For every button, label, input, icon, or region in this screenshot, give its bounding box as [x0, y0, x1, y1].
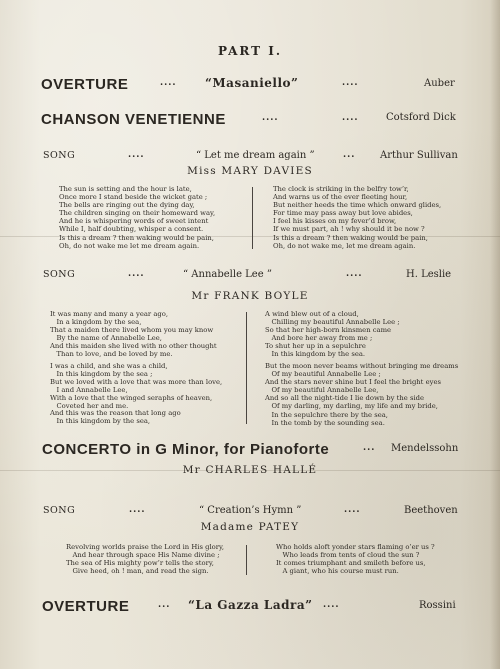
item-composer: Rossini	[419, 600, 456, 611]
item-composer: Arthur Sullivan	[380, 150, 458, 161]
lyrics-left: Revolving worlds praise the Lord in His glory, And hear through space His Name divine ; The sea of His mighty pow’r tells the story, Give heed, oh ! man, and read the sign.	[66, 543, 225, 576]
page-edge-shadow	[490, 0, 500, 669]
leader-dots: ....	[128, 269, 145, 279]
column-divider	[246, 545, 247, 575]
leader-dots: ....	[128, 150, 145, 160]
performer: Miss MARY DAVIES	[187, 165, 313, 177]
leader-dots: ....	[323, 600, 340, 610]
lyrics-right: A wind blew out of a cloud, Chilling my beautiful Annabelle Lee ; So that her high-born kinsmen came And bore her away from me ; To shut her up in a sepulchre In this kingdom by the sea.	[265, 310, 400, 359]
item-title: “La Gazza Ladra”	[188, 598, 313, 612]
item-composer: Beethoven	[404, 505, 458, 516]
item-kind: OVERTURE	[41, 76, 129, 93]
leader-dots: ....	[129, 505, 146, 515]
item-composer: Cotsford Dick	[386, 112, 456, 123]
performer: Madame PATEY	[200, 521, 300, 533]
leader-dots: ....	[344, 505, 361, 515]
item-kind: SONG	[43, 269, 76, 280]
item-kind: CHANSON VENETIENNE	[41, 111, 226, 128]
part-title: PART I.	[217, 44, 283, 58]
item-kind: OVERTURE	[42, 598, 130, 615]
item-composer: H. Leslie	[406, 269, 452, 280]
lyrics-right: The clock is striking in the belfry tow’r, And warns us of the ever fleeting hour, But neither heeds the time which onward glides, For time may pass away but love abides, I feel his kisses on my fever’d brow, If we must part, ah ! why should it be now ? Is this a dream ? then waking would be pain, Oh, do not wake me, let me dream again.	[273, 185, 442, 250]
item-kind: CONCERTO in G Minor, for Pianoforte	[42, 441, 330, 458]
leader-dots: ....	[342, 78, 359, 88]
leader-dots: ....	[346, 269, 363, 279]
item-title: “ Annabelle Lee ”	[183, 269, 272, 280]
lyrics-right: But the moon never beams without bringing me dreams Of my beautiful Annabelle Lee ; And the stars never shine but I feel the bright eyes Of my beautiful Annabelle Lee, And so all the night-tide I lie down by the side Of my darling, my darling, my life and my bride, In the sepulchre there by the sea, In the tomb by the sounding sea.	[265, 362, 459, 427]
leader-dots: ...	[343, 150, 356, 160]
leader-dots: ....	[160, 78, 177, 88]
leader-dots: ....	[342, 113, 359, 123]
lyrics-left: And this was the reason that long ago In this kingdom by the sea,	[50, 409, 181, 426]
performer: Mr FRANK BOYLE	[191, 290, 309, 302]
item-kind: SONG	[43, 150, 76, 161]
leader-dots: ...	[363, 443, 376, 453]
performer: Mr CHARLES HALLÉ	[182, 464, 318, 476]
column-divider	[246, 312, 247, 424]
lyrics-right: Who holds aloft yonder stars flaming o’er us ? Who leads from tents of cloud the sun ? It comes triumphant and smileth before us, A giant, who his course must run.	[276, 543, 435, 576]
leader-dots: ...	[158, 600, 171, 610]
item-kind: SONG	[43, 505, 76, 516]
item-title: “ Creation’s Hymn ”	[199, 505, 302, 516]
lyrics-left: The sun is setting and the hour is late, Once more I stand beside the wicket gate ; The bells are ringing out the dying day, The children singing on their homeward way, And he is whispering words of sweet intent While I, half doubting, whisper a consent. Is this a dream ? then waking would be pain, Oh, do not wake me let me dream again.	[59, 185, 216, 250]
lyrics-left: It was many and many a year ago, In a kingdom by the sea, That a maiden there lived whom you may know By the name of Annabelle Lee, And this maiden she lived with no other thought Than to love, and be loved by me.	[50, 310, 217, 359]
column-divider	[252, 187, 253, 249]
item-title: “ Let me dream again ”	[196, 150, 315, 161]
item-composer: Mendelssohn	[391, 443, 459, 454]
item-title: “Masaniello”	[205, 76, 299, 90]
leader-dots: ....	[262, 113, 279, 123]
lyrics-left: I was a child, and she was a child, In this kingdom by the sea ; But we loved with a love that was more than love, I and Annabelle Lee, With a love that the winged seraphs of heaven, Coveted her and me.	[50, 362, 223, 411]
item-composer: Auber	[424, 78, 455, 89]
